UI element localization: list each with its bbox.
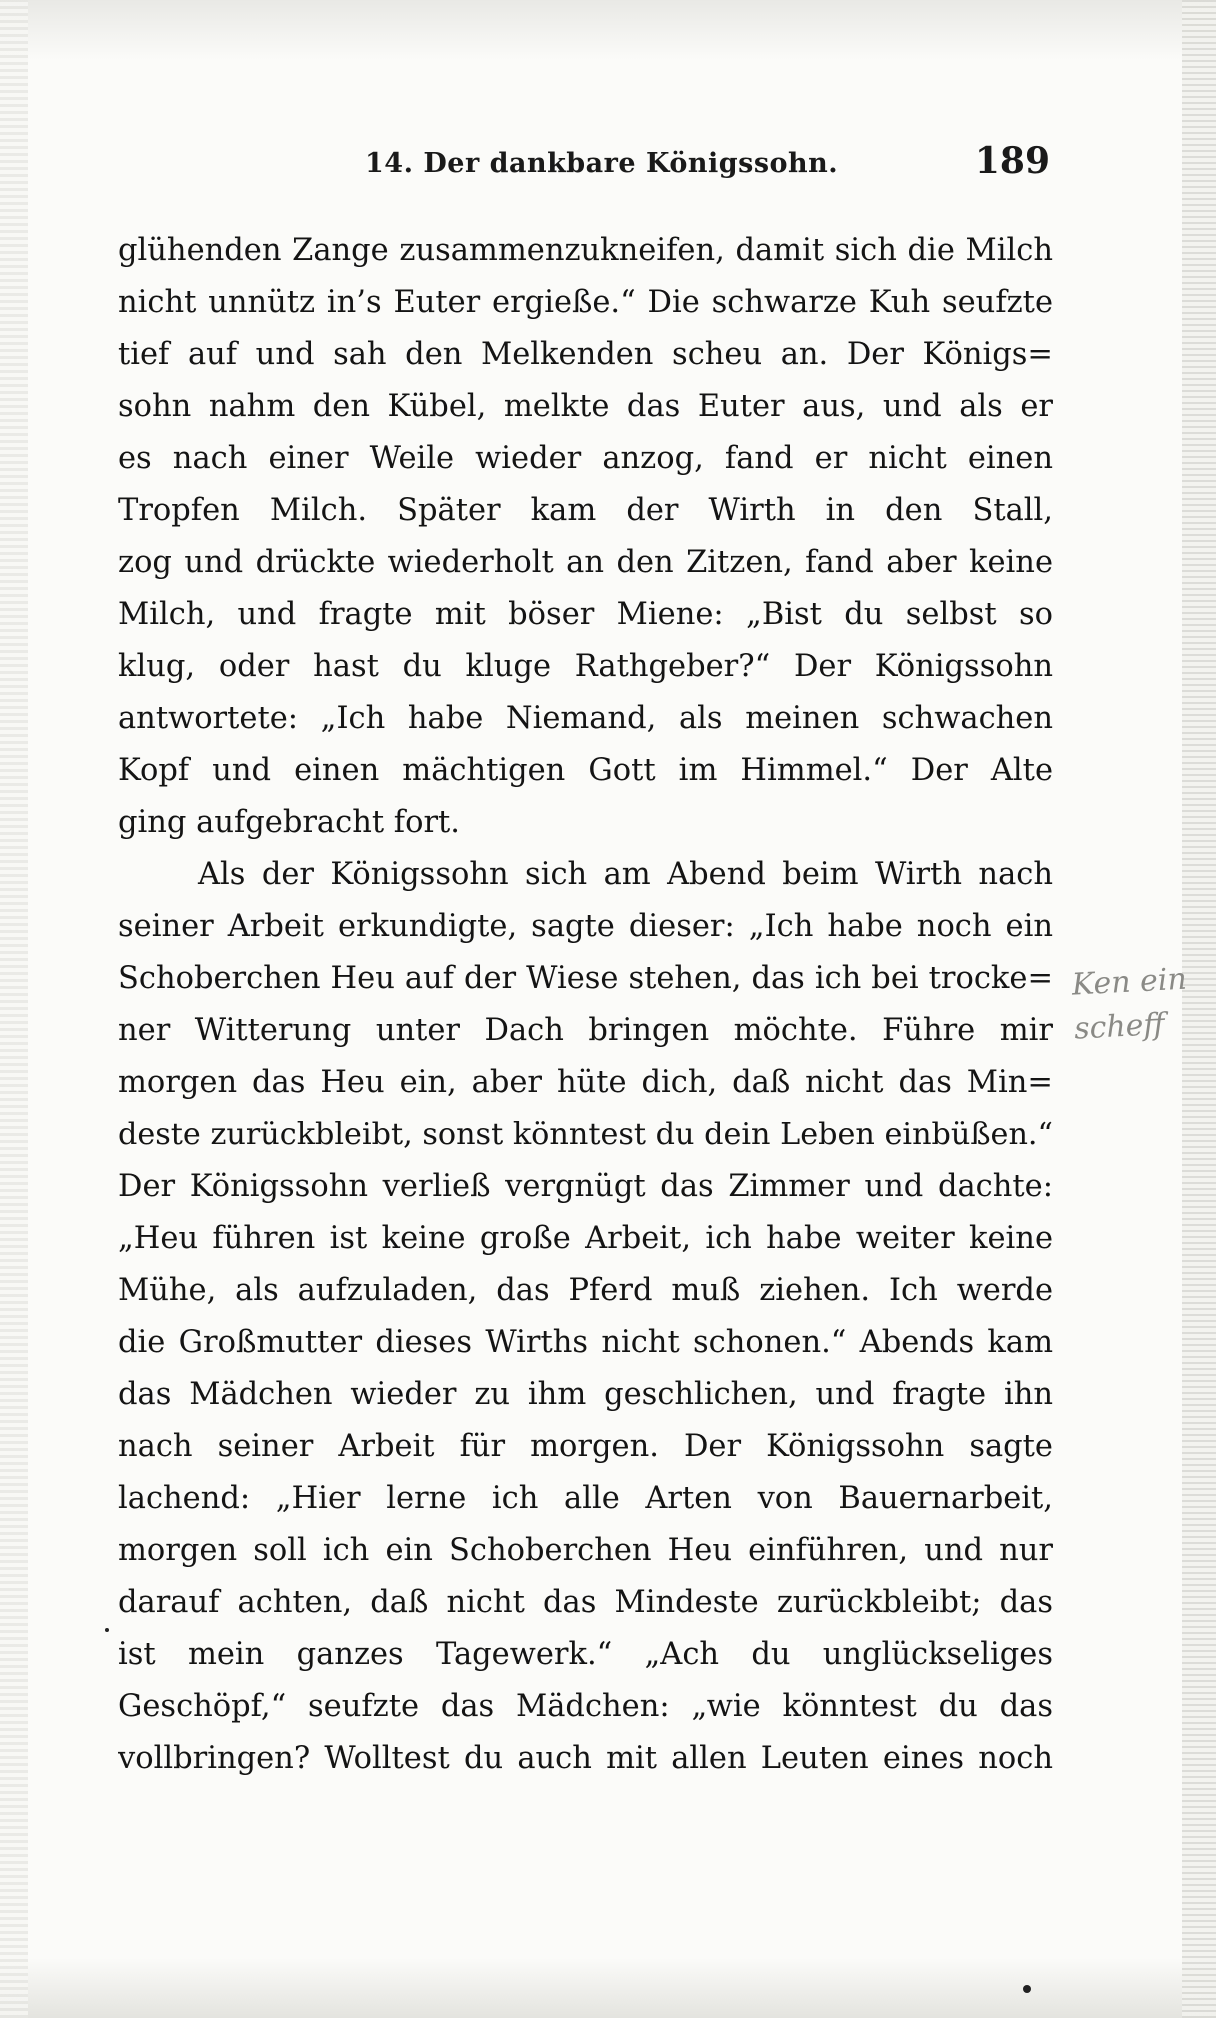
text-line: antwortete: „Ich habe Niemand, als meinen schwachen	[118, 701, 1053, 736]
text-line: deste zurückbleibt, sonst könntest du dein Leben einbüßen.“	[118, 1117, 1053, 1152]
handwritten-margin-note	[1071, 956, 1215, 1051]
scan-edge-bottom	[0, 1958, 1216, 2018]
text-line: Kopf und einen mächtigen Gott im Himmel.“ Der Alte	[118, 753, 1053, 788]
margin-note-line: Ken ein	[1071, 961, 1188, 1003]
text-line: sohn nahm den Kübel, melkte das Euter aus, und als er	[118, 389, 1053, 424]
body-text	[118, 225, 1053, 1785]
text-line: nach seiner Arbeit für morgen. Der Königssohn sagte	[118, 1429, 1053, 1464]
text-line: tief auf und sah den Melkenden scheu an. Der Königs=	[118, 337, 1053, 372]
ink-speck	[105, 1628, 109, 1632]
text-line: die Großmutter dieses Wirths nicht schonen.“ Abends kam	[118, 1325, 1053, 1360]
text-line: ner Witterung unter Dach bringen möchte. Führe mir	[118, 1013, 1053, 1048]
text-line: Milch, und fragte mit böser Miene: „Bist du selbst so	[118, 597, 1053, 632]
text-line: seiner Arbeit erkundigte, sagte dieser: „Ich habe noch ein	[118, 909, 1053, 944]
margin-note-line: scheff	[1073, 1006, 1166, 1047]
chapter-title: 14. Der dankbare Königssohn.	[365, 148, 839, 179]
text-line: „Heu führen ist keine große Arbeit, ich habe weiter keine	[118, 1221, 1053, 1256]
text-line: morgen das Heu ein, aber hüte dich, daß nicht das Min=	[118, 1065, 1053, 1100]
running-header	[140, 140, 1060, 200]
scan-edge-top	[0, 0, 1216, 60]
text-line: zog und drückte wiederholt an den Zitzen, fand aber keine	[118, 545, 1053, 580]
text-line: Mühe, als aufzuladen, das Pferd muß ziehen. Ich werde	[118, 1273, 1053, 1308]
text-line: Schoberchen Heu auf der Wiese stehen, das ich bei trocke=	[118, 961, 1053, 996]
ink-speck	[1023, 1985, 1031, 1993]
text-line: vollbringen? Wolltest du auch mit allen Leuten eines noch	[118, 1741, 1053, 1776]
text-line: das Mädchen wieder zu ihm geschlichen, und fragte ihn	[118, 1377, 1053, 1412]
text-line: morgen soll ich ein Schoberchen Heu einführen, und nur	[118, 1533, 1053, 1568]
scan-edge-left	[0, 0, 28, 2018]
text-line: glühenden Zange zusammenzukneifen, damit sich die Milch	[118, 233, 1053, 268]
text-line: Der Königssohn verließ vergnügt das Zimmer und dachte:	[118, 1169, 1053, 1204]
page-number: 189	[974, 140, 1050, 182]
text-line: Geschöpf,“ seufzte das Mädchen: „wie könntest du das	[118, 1689, 1053, 1724]
text-line: Tropfen Milch. Später kam der Wirth in den Stall,	[118, 493, 1053, 528]
text-line: ging aufgebracht fort.	[118, 805, 460, 840]
text-line: ist mein ganzes Tagewerk.“ „Ach du unglückseliges	[118, 1637, 1053, 1672]
text-line: nicht unnütz in’s Euter ergieße.“ Die schwarze Kuh seufzte	[118, 285, 1053, 320]
text-line: es nach einer Weile wieder anzog, fand er nicht einen	[118, 441, 1053, 476]
text-line: darauf achten, daß nicht das Mindeste zurückbleibt; das	[118, 1585, 1053, 1620]
text-line: Als der Königssohn sich am Abend beim Wirth nach	[198, 857, 1053, 892]
text-line: lachend: „Hier lerne ich alle Arten von Bauernarbeit,	[118, 1481, 1053, 1516]
text-line: klug, oder hast du kluge Rathgeber?“ Der Königssohn	[118, 649, 1053, 684]
